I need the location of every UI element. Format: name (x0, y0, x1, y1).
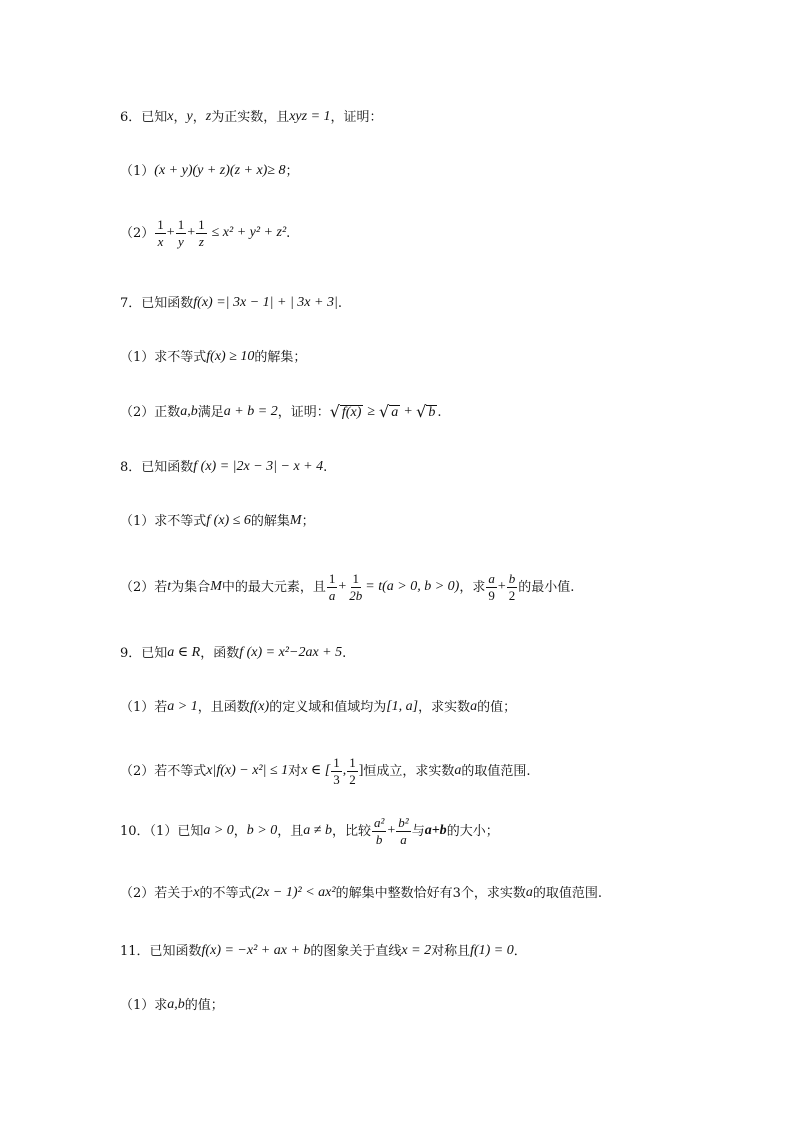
problem-6-var-y: y (186, 109, 193, 124)
fraction: $\frac{\text{b²}}{a}$ (398, 815, 409, 847)
problem-6-var-z: z (205, 109, 212, 124)
problem-6-stem: 6．已知 x ， y ， z 为正实数，且 xyz = 1 ，证明： (120, 109, 383, 125)
problem-8-function: f (x) = |2x − 3| − x + 4 (193, 459, 324, 474)
problem-7-part-1: （1）求不等式 f(x) ≥ 10 的解集； (120, 349, 307, 365)
problem-7-stem: 7．已知函数 f(x) =| 3x − 1| + | 3x + 3| . (120, 295, 342, 311)
fraction: $\frac{1}{2b}$ (349, 571, 363, 603)
problem-6-part-1: （1） (x + y)(y + z)(z + x)≥ 8 ； (120, 163, 299, 179)
sqrt: √ a (379, 402, 399, 421)
problem-6-intro: 6．已知 (120, 109, 168, 125)
fraction: $\frac{1}{y}$ (177, 217, 185, 249)
problem-11-function: f(x) = −x² + ax + b (201, 943, 311, 958)
sqrt: √ f(x) (329, 402, 362, 421)
problem-7-part-2: （2）正数 a,b 满足 a + b = 2 ，证明： √ f(x) ≥ √ a + √ b . (120, 402, 442, 421)
problem-6-part-1-math: (x + y)(y + z)(z + x)≥ 8 (154, 163, 286, 178)
fraction: $\frac{b}{2}$ (508, 571, 516, 603)
problem-11-part-1: （1）求 a,b 的值； (120, 997, 224, 1013)
problem-6-part-2: （2） $\frac{1}{x}$ + $\frac{1}{y}$ + $\frac{1}{z}$ ≤ x² + y² + z² . (120, 217, 291, 249)
sqrt: √ b (416, 402, 436, 421)
problem-10-part-2: （2）若关于 x 的不等式 (2x − 1)² < ax² 的解集中整数恰好有3个，求实数 a 的取值范围. (120, 885, 602, 901)
problem-9-function: f (x) = x²−2ax + 5 (239, 645, 343, 660)
fraction: $\frac{1}{z}$ (198, 217, 205, 249)
problem-10-part-1: 10．（1）已知 a > 0 ， b > 0 ，且 a ≠ b ，比较 $\frac{\text{a²}}{b}$ + $\frac{\text{b²}}{a}$ 与 a+b 的大小； (120, 815, 499, 847)
problem-8-part-1: （1）求不等式 f (x) ≤ 6 的解集 M ； (120, 513, 315, 529)
fraction: $\frac{1}{2}$ (349, 755, 356, 787)
problem-9-part-2: （2）若不等式 x|f(x) − x²| ≤ 1 对 x ∈ [ $\frac{1}{3}$ , $\frac{1}{2}$ ] 恒成立，求实数 a 的取值范围. (120, 755, 531, 787)
problem-6-var-x: x (167, 109, 174, 124)
problem-6-condition: xyz = 1 (289, 109, 331, 124)
fraction: $\frac{1}{x}$ (157, 217, 164, 249)
fraction: $\frac{1}{a}$ (328, 571, 336, 603)
problem-8-stem: 8．已知函数 f (x) = |2x − 3| − x + 4 . (120, 459, 328, 475)
fraction: $\frac{a}{9}$ (488, 571, 495, 603)
problem-7-function: f(x) =| 3x − 1| + | 3x + 3| (193, 295, 338, 310)
problem-6-part-2-rhs: ≤ x² + y² + z² (211, 225, 287, 241)
problem-8-part-2: （2）若 t 为集合 M 中的最大元素，且 $\frac{1}{a}$ + $\frac{1}{2b}$ = t(a > 0, b > 0) ，求 $\frac{a}{9}$ + $\frac{b}{2}$ 的最小值. (120, 571, 575, 603)
problem-11-stem: 11．已知函数 f(x) = −x² + ax + b 的图象关于直线 x = 2 对称且 f(1) = 0 ． (120, 943, 527, 959)
fraction: $\frac{\text{a²}}{b}$ (373, 815, 385, 847)
problem-9-stem: 9．已知 a ∈ R ，函数 f (x) = x²−2ax + 5 . (120, 645, 347, 661)
fraction: $\frac{1}{3}$ (333, 755, 340, 787)
problem-9-part-1: （1）若 a > 1 ，且函数 f(x) 的定义域和值域均为 [1, a] ，求实数 a 的值； (120, 699, 517, 715)
